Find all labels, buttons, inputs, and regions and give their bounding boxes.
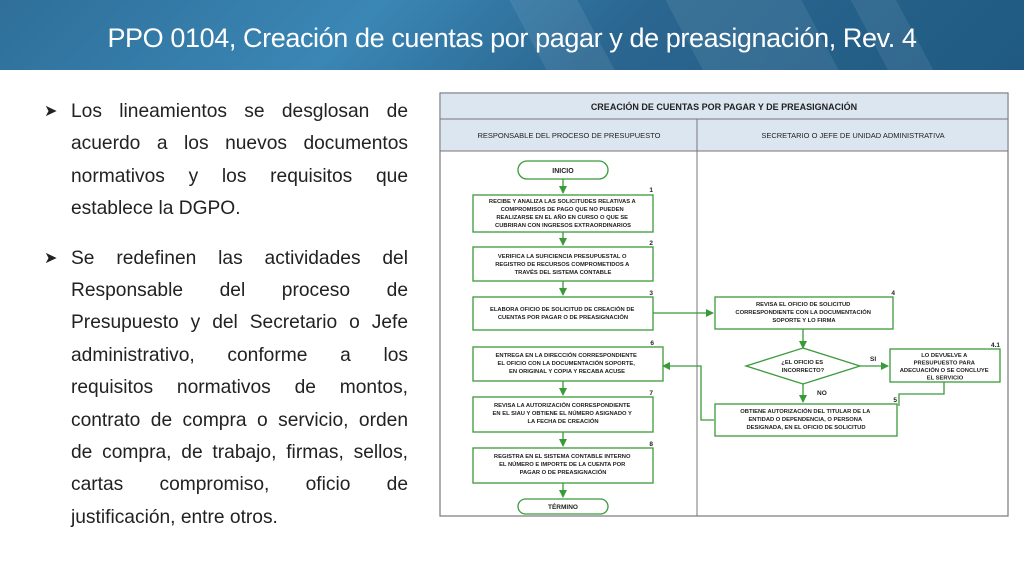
yes-label: SI — [870, 356, 877, 363]
step-4-1-number: 4.1 — [990, 342, 1000, 349]
flowchart-title: CREACIÓN DE CUENTAS POR PAGAR Y DE PREASIGNACIÓN — [590, 102, 858, 112]
no-label: NO — [817, 390, 827, 397]
step-1-text: RECIBE Y ANALIZA LAS SOLICITUDES RELATIVAS A COMPROMISOS DE PAGO QUE NO PUEDEN REALIZARSE EN EL AÑO EN CURSO O QUE SE CUBRIRAN CON INGRESOS EXTRAORDINARIOS — [488, 199, 636, 229]
bullet-arrow-icon: ➤ — [44, 103, 58, 120]
step-8-text: REGISTRA EN EL SISTEMA CONTABLE INTERNO EL NÚMERO E IMPORTE DE LA CUENTA POR PAGAR O DE PREASIGNACIÓN — [493, 454, 631, 476]
slide-title: PPO 0104, Creación de cuentas por pagar y de preasignación, Rev. 4 — [107, 23, 917, 53]
step-4-number: 4 — [891, 290, 895, 297]
start-label: INICIO — [552, 168, 574, 175]
step-3-text: ELABORA OFICIO DE SOLICITUD DE CREACIÓN DE CUENTAS POR PAGAR O DE PREASIGNACIÓN — [489, 307, 635, 321]
bullet-arrow-icon: ➤ — [44, 249, 58, 267]
step-3-box — [473, 297, 653, 330]
step-5-text: OBTIENE AUTORIZACIÓN DEL TITULAR DE LA ENTIDAD O DEPENDENCIA, O PERSONA DESIGNADA, EN EL OFICIO DE SOLICITUD — [740, 409, 871, 431]
step-7-text: REVISA LA AUTORIZACIÓN CORRESPONDIENTE EN EL SIAU Y OBTIENE EL NÚMERO ASIGNADO Y LA FECHA DE CREACIÓN — [492, 403, 632, 425]
bullet-text: Los lineamientos se desglosan de acuerdo a los nuevos documentos normativos y los requisitos que establece la DGPO. — [71, 101, 408, 220]
lane-right-label: SECRETARIO O JEFE DE UNIDAD ADMINISTRATIVA — [761, 131, 945, 140]
lane-left-label: RESPONSABLE DEL PROCESO DE PRESUPUESTO — [477, 131, 661, 140]
step-4-text: REVISA EL OFICIO DE SOLICITUD CORRESPONDIENTE CON LA DOCUMENTACIÓN SOPORTE Y LO FIRMA — [735, 302, 871, 324]
step-2-text: VERIFICA LA SUFICIENCIA PRESUPUESTAL O REGISTRO DE RECURSOS COMPROMETIDOS A TRAVÉS DEL SISTEMA CONTABLE — [495, 254, 630, 276]
step-6-number: 6 — [650, 340, 654, 347]
bullet-item — [44, 96, 408, 226]
step-8-number: 8 — [649, 441, 653, 448]
step-7-number: 7 — [649, 390, 653, 397]
bullet-text: Se redefinen las actividades del Responsable del proceso de Presupuesto y del Secretario o Jefe administrativo, conforme a los requisitos normativos de montos, contrato de compra o servicio, orden de compra, de trabajo, firmas, sellos, cartas compromiso, oficio de justificación, entre otros. — [71, 247, 408, 528]
bullet-list — [44, 96, 408, 551]
flowchart — [439, 92, 1009, 517]
step-5-number: 5 — [893, 397, 897, 404]
end-label: TÉRMINO — [548, 504, 578, 511]
step-6-text: ENTREGA EN LA DIRECCIÓN CORRESPONDIENTE EL OFICIO CON LA DOCUMENTACIÓN SOPORTE, EN ORIGINAL Y COPIA Y RECABA ACUSE — [495, 353, 637, 375]
step-1-number: 1 — [649, 187, 653, 194]
step-3-number: 3 — [649, 290, 653, 297]
step-2-number: 2 — [649, 240, 653, 247]
step-4-1-text: LO DEVUELVE A PRESUPUESTO PARA ADECUACIÓN O SE CONCLUYE EL SERVICIO — [899, 353, 989, 382]
decision-text: ¿EL OFICIO ES INCORRECTO? — [781, 360, 825, 374]
bullet-item — [44, 243, 408, 535]
title-bar — [0, 0, 1024, 70]
